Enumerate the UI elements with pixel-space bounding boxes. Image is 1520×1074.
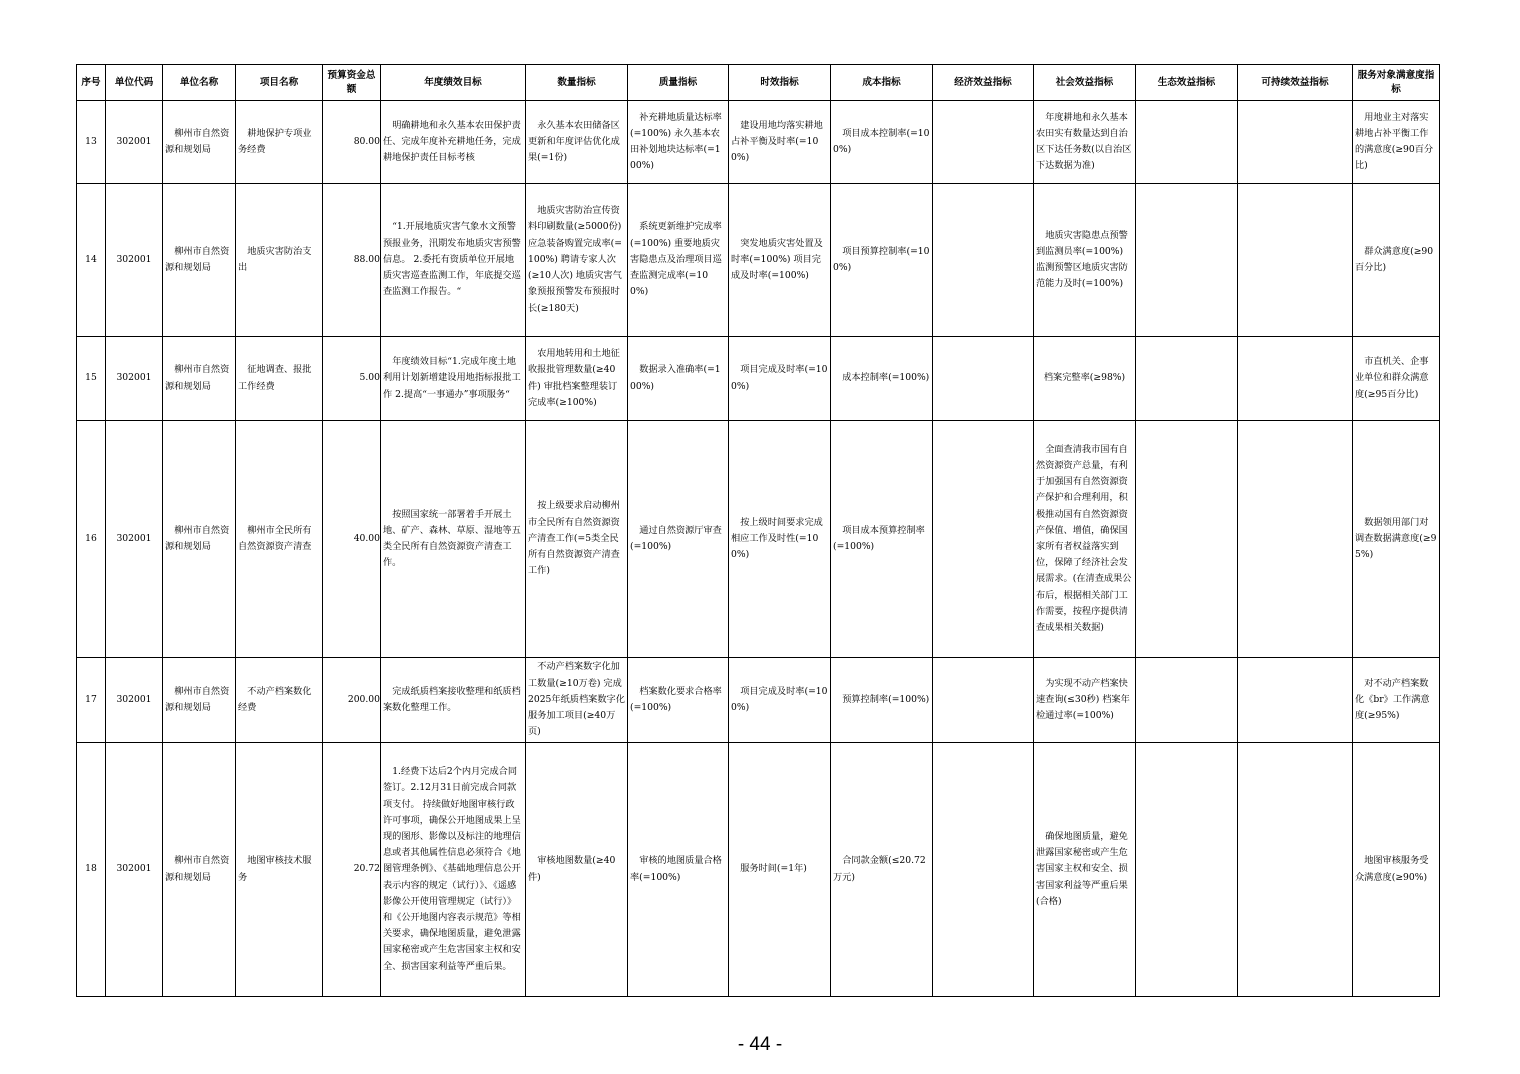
cell-annual-goal: 年度绩效目标“1.完成年度土地利用计划新增建设用地指标报批工作 2.提高“一事通办”事项服务“ bbox=[381, 337, 526, 421]
cell-project-name: 地图审核技术服务 bbox=[236, 743, 323, 997]
cell-project-name: 柳州市全民所有自然资源资产清查 bbox=[236, 421, 323, 658]
cell-unit-name: 柳州市自然资源和规划局 bbox=[163, 337, 236, 421]
cell-budget: 5.00 bbox=[323, 337, 381, 421]
table-row bbox=[77, 337, 1440, 421]
cell-seq: 17 bbox=[77, 658, 106, 743]
cell-social: 为实现不动产档案快速查询(≤30秒) 档案年检通过率(=100%) bbox=[1034, 658, 1136, 743]
cell-timeliness: 项目完成及时率(=100%) bbox=[729, 337, 831, 421]
col-header-quality: 质量指标 bbox=[628, 65, 729, 101]
cell-budget: 80.00 bbox=[323, 101, 381, 184]
col-header-unit-code: 单位代码 bbox=[106, 65, 163, 101]
cell-project-name: 征地调查、报批工作经费 bbox=[236, 337, 323, 421]
cell-social: 全面查清我市国有自然资源资产总量，有利于加强国有自然资源资产保护和合理利用，积极推动国有自然资源资产保值、增值，确保国家所有者权益落实到位，保障了经济社会发展需求。(在清查成果公布后，根据相关部门工作需要，按程序提供清查成果相关数据) bbox=[1034, 421, 1136, 658]
cell-seq: 13 bbox=[77, 101, 106, 184]
cell-quantity: 审核地图数量(≥40件) bbox=[526, 743, 628, 997]
cell-ecological bbox=[1136, 184, 1238, 337]
cell-sustainable bbox=[1238, 184, 1353, 337]
table-row bbox=[77, 421, 1440, 658]
header-row bbox=[77, 65, 1440, 101]
cell-satisfaction: 用地业主对落实耕地占补平衡工作的满意度(≥90百分比) bbox=[1353, 101, 1440, 184]
cell-seq: 18 bbox=[77, 743, 106, 997]
col-header-social: 社会效益指标 bbox=[1034, 65, 1136, 101]
cell-timeliness: 突发地质灾害处置及时率(=100%) 项目完成及时率(=100%) bbox=[729, 184, 831, 337]
cell-satisfaction: 市直机关、企事业单位和群众满意度(≥95百分比) bbox=[1353, 337, 1440, 421]
cell-annual-goal: 明确耕地和永久基本农田保护责任、完成年度补充耕地任务，完成耕地保护责任目标考核 bbox=[381, 101, 526, 184]
cell-cost: 成本控制率(=100%) bbox=[831, 337, 933, 421]
cell-annual-goal: “1.开展地质灾害气象水文预警预报业务，汛期发布地质灾害预警信息。 2.委托有资质单位开展地质灾害巡查监测工作，年底提交巡查监测工作报告。“ bbox=[381, 184, 526, 337]
cell-unit-code: 302001 bbox=[106, 743, 163, 997]
cell-quantity: 按上级要求启动柳州市全民所有自然资源资产清查工作(=5类全民所有自然资源资产清查工作) bbox=[526, 421, 628, 658]
col-header-budget: 预算资金总额 bbox=[323, 65, 381, 101]
table-row bbox=[77, 101, 1440, 184]
table-row bbox=[77, 743, 1440, 997]
cell-economic bbox=[933, 101, 1034, 184]
cell-unit-name: 柳州市自然资源和规划局 bbox=[163, 658, 236, 743]
cell-unit-code: 302001 bbox=[106, 421, 163, 658]
cell-budget: 200.00 bbox=[323, 658, 381, 743]
cell-economic bbox=[933, 421, 1034, 658]
col-header-satisfaction: 服务对象满意度指标 bbox=[1353, 65, 1440, 101]
cell-ecological bbox=[1136, 101, 1238, 184]
cell-unit-name: 柳州市自然资源和规划局 bbox=[163, 421, 236, 658]
cell-economic bbox=[933, 184, 1034, 337]
cell-quality: 系统更新维护完成率(=100%) 重要地质灾害隐患点及治理项目巡查监测完成率(=100%) bbox=[628, 184, 729, 337]
cell-ecological bbox=[1136, 337, 1238, 421]
cell-annual-goal: 完成纸质档案接收整理和纸质档案数化整理工作。 bbox=[381, 658, 526, 743]
cell-ecological bbox=[1136, 743, 1238, 997]
cell-unit-name: 柳州市自然资源和规划局 bbox=[163, 184, 236, 337]
cell-sustainable bbox=[1238, 421, 1353, 658]
cell-quality: 数据录入准确率(=100%) bbox=[628, 337, 729, 421]
col-header-timeliness: 时效指标 bbox=[729, 65, 831, 101]
cell-seq: 15 bbox=[77, 337, 106, 421]
col-header-annual-goal: 年度绩效目标 bbox=[381, 65, 526, 101]
cell-timeliness: 按上级时间要求完成相应工作及时性(=100%) bbox=[729, 421, 831, 658]
cell-project-name: 不动产档案数化经费 bbox=[236, 658, 323, 743]
cell-timeliness: 项目完成及时率(=100%) bbox=[729, 658, 831, 743]
cell-sustainable bbox=[1238, 101, 1353, 184]
table-row bbox=[77, 184, 1440, 337]
cell-sustainable bbox=[1238, 337, 1353, 421]
cell-project-name: 耕地保护专项业务经费 bbox=[236, 101, 323, 184]
cell-unit-name: 柳州市自然资源和规划局 bbox=[163, 101, 236, 184]
col-header-seq: 序号 bbox=[77, 65, 106, 101]
cell-budget: 40.00 bbox=[323, 421, 381, 658]
col-header-project-name: 项目名称 bbox=[236, 65, 323, 101]
col-header-economic: 经济效益指标 bbox=[933, 65, 1034, 101]
cell-seq: 16 bbox=[77, 421, 106, 658]
col-header-quantity: 数量指标 bbox=[526, 65, 628, 101]
cell-quality: 档案数化要求合格率(=100%) bbox=[628, 658, 729, 743]
col-header-unit-name: 单位名称 bbox=[163, 65, 236, 101]
cell-quality: 通过自然资源厅审查(=100%) bbox=[628, 421, 729, 658]
col-header-sustainable: 可持续效益指标 bbox=[1238, 65, 1353, 101]
cell-unit-code: 302001 bbox=[106, 658, 163, 743]
cell-budget: 88.00 bbox=[323, 184, 381, 337]
cell-quantity: 永久基本农田储备区更新和年度评估优化成果(=1份) bbox=[526, 101, 628, 184]
cell-satisfaction: 地图审核服务受众满意度(≥90%) bbox=[1353, 743, 1440, 997]
cell-annual-goal: 1.经费下达后2个内月完成合同签订。2.12月31日前完成合同款项支付。 持续做好地图审核行政许可事项，确保公开地图成果上呈现的图形、影像以及标注的地理信息或者其他属性信息必须符合《地图管理条例》、《基础地理信息公开表示内容的规定（试行）》、《遥感影像公开使用管理规定（试行）》和《公开地图内容表示规范》等相关要求，确保地图质量，避免泄露国家秘密或产生危害国家主权和安全、损害国家利益等严重后果。 bbox=[381, 743, 526, 997]
cell-cost: 项目预算控制率(=100%) bbox=[831, 184, 933, 337]
page-number: - 44 - bbox=[737, 1034, 783, 1055]
cell-quantity: 农用地转用和土地征收报批管理数量(≥40件) 审批档案整理装订完成率(≥100%) bbox=[526, 337, 628, 421]
cell-sustainable bbox=[1238, 743, 1353, 997]
cell-satisfaction: 数据领用部门对调查数据满意度(≥95%) bbox=[1353, 421, 1440, 658]
table-row bbox=[77, 658, 1440, 743]
cell-ecological bbox=[1136, 421, 1238, 658]
cell-timeliness: 服务时间(=1年) bbox=[729, 743, 831, 997]
cell-sustainable bbox=[1238, 658, 1353, 743]
cell-satisfaction: 群众满意度(≥90百分比) bbox=[1353, 184, 1440, 337]
cell-economic bbox=[933, 743, 1034, 997]
cell-cost: 预算控制率(=100%) bbox=[831, 658, 933, 743]
cell-unit-code: 302001 bbox=[106, 101, 163, 184]
cell-quantity: 不动产档案数字化加工数量(≥10万卷) 完成2025年纸质档案数字化服务加工项目(≥40万页) bbox=[526, 658, 628, 743]
cell-social: 地质灾害隐患点预警到监测员率(=100%) 监测预警区地质灾害防范能力及时(=100%) bbox=[1034, 184, 1136, 337]
cell-cost: 项目成本预算控制率(=100%) bbox=[831, 421, 933, 658]
cell-social: 年度耕地和永久基本农田实有数量达到自治区下达任务数(以自治区下达数据为准) bbox=[1034, 101, 1136, 184]
performance-table bbox=[76, 64, 1440, 997]
cell-quantity: 地质灾害防治宣传资料印刷数量(≥5000份) 应急装备购置完成率(=100%) 聘请专家人次(≥10人次) 地质灾害气象预报预警发布预报时长(≥180天) bbox=[526, 184, 628, 337]
col-header-cost: 成本指标 bbox=[831, 65, 933, 101]
cell-economic bbox=[933, 658, 1034, 743]
cell-budget: 20.72 bbox=[323, 743, 381, 997]
cell-project-name: 地质灾害防治支出 bbox=[236, 184, 323, 337]
col-header-ecological: 生态效益指标 bbox=[1136, 65, 1238, 101]
cell-economic bbox=[933, 337, 1034, 421]
cell-unit-name: 柳州市自然资源和规划局 bbox=[163, 743, 236, 997]
cell-timeliness: 建设用地均落实耕地占补平衡及时率(=100%) bbox=[729, 101, 831, 184]
cell-unit-code: 302001 bbox=[106, 337, 163, 421]
cell-cost: 项目成本控制率(=100%) bbox=[831, 101, 933, 184]
cell-satisfaction: 对不动产档案数化《br》工作满意度(≥95%) bbox=[1353, 658, 1440, 743]
cell-seq: 14 bbox=[77, 184, 106, 337]
cell-ecological bbox=[1136, 658, 1238, 743]
cell-quality: 审核的地图质量合格率(=100%) bbox=[628, 743, 729, 997]
cell-annual-goal: 按照国家统一部署着手开展土地、矿产、森林、草原、湿地等五类全民所有自然资源资产清查工作。 bbox=[381, 421, 526, 658]
cell-social: 档案完整率(≥98%) bbox=[1034, 337, 1136, 421]
cell-quality: 补充耕地质量达标率(=100%) 永久基本农田补划地块达标率(=100%) bbox=[628, 101, 729, 184]
cell-cost: 合同款金额(≤20.72万元) bbox=[831, 743, 933, 997]
cell-unit-code: 302001 bbox=[106, 184, 163, 337]
cell-social: 确保地图质量，避免泄露国家秘密或产生危害国家主权和安全、损害国家利益等严重后果(合格) bbox=[1034, 743, 1136, 997]
